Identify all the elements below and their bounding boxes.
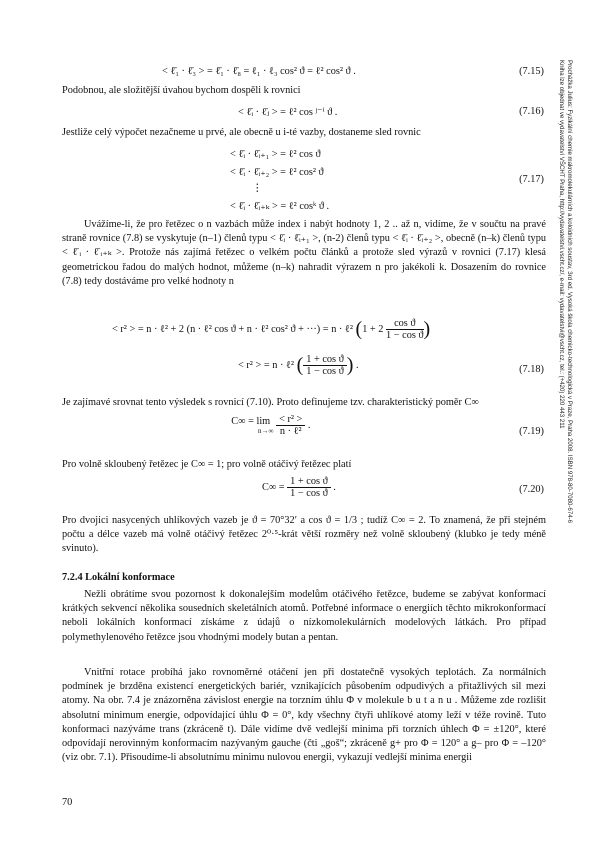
numerator: cos ϑ	[386, 318, 424, 330]
paragraph: Podobnou, ale složitější úvahou bychom dospěli k rovnici	[62, 85, 301, 96]
equation-text: < r² > = n · ℓ²	[238, 359, 294, 371]
equation-text: C∞ =	[262, 481, 285, 493]
equation-number: (7.18)	[519, 364, 544, 375]
paragraph: Je zajímavé srovnat tento výsledek s rovnicí (7.10). Proto definujeme tzv. charakteristický poměr C∞	[62, 397, 479, 408]
equation-7-15: < ℓ̄₁ · ℓ̄₃ > = ℓ̄₁ · ℓ̄₈ = ℓ₁ · ℓ₃ cos² ϑ = ℓ² cos² ϑ .	[162, 66, 356, 77]
equation-text: < r² > = n · ℓ² + 2 (n · ℓ² cos ϑ + n · ℓ² cos² ϑ + ···) = n · ℓ²	[112, 323, 353, 335]
paragraph: Pro dvojici nasycených uhlíkových vazeb je ϑ = 70°32′ a cos ϑ = 1/3 ; tudíž C∞ = 2. To znamená, že při stejném počtu a délce vazeb má volně otáčivý řetězec 2⁰·⁵-krát větší rozměry než volně skloubený (klubko je tedy méně svinuto).	[62, 515, 546, 555]
fraction	[287, 476, 331, 499]
equation-7-20: C∞ = $\frac{\text{1 + cos ϑ}}{\text{1 − cos ϑ}}$ .	[262, 476, 336, 499]
paren-open: (	[296, 354, 304, 376]
equation-7-16: < ℓ̄ᵢ · ℓ̄ⱼ > = ℓ² cos ʲ⁻ⁱ ϑ .	[238, 107, 338, 118]
side-citation	[556, 60, 573, 780]
denominator: 1 − cos ϑ	[306, 366, 344, 377]
page-number: 70	[62, 797, 73, 808]
numerator: < r² >	[276, 414, 305, 426]
equation-7-17-line: < ℓ̄ᵢ · ℓ̄ᵢ₊₁ > = ℓ² cos ϑ	[230, 149, 321, 160]
paragraph: Pro volně skloubený řetězec je C∞ = 1; pro volně otáčivý řetězec platí	[62, 459, 352, 470]
paren-close: )	[423, 318, 431, 340]
equation-number: (7.20)	[519, 484, 544, 495]
fraction	[386, 318, 424, 341]
equation-7-17-line: < ℓ̄ᵢ · ℓ̄ᵢ₊₂ > = ℓ² cos² ϑ	[230, 167, 324, 178]
citation-line: Kniha lze objednat ve vydavatelství VŠCHT Praha, http://vydavatelstvi.vscht.cz/, e-mail: vydavatelstvi@vscht.cz, tel.: (+420) 220 443 211	[557, 60, 565, 429]
numerator: 1 + cos ϑ	[287, 476, 331, 488]
paragraph: Vnitřní rotace probíhá jako rovnoměrné otáčení jen při dostatečně vysokých teplotách. Za normálních podmínek je brzděna existencí energetických bariér, vznikajících působením odpudivých a přitažlivých sil mezi atomy. Na obr. 7.4 je znázorněna závislost energie na torzním úhlu Φ v molekule b u t a n u . Můžeme zde rozlišit absolutní minimum energie, odpovídající úhlu Φ = 0°, kdy všechny čtyři uhlíkové atomy leží v téže rovině. Tuto konformaci nazýváme trans (zkráceně t). Dále vidíme dvě vedlejší minima při torzních úhlech Φ = ±120°, které odpovídají nerovinným konformacím nazývaným gauche (čti „goš“; zkráceně g+ pro Φ = 120° a g– pro Φ = –120° (viz obr. 7.1). Přisoudíme-li absolutnímu minimu nulovou energii, vykazují vedlejší minima energii	[62, 667, 546, 764]
paragraph: Uvážíme-li, že pro řetězec o n vazbách může index i nabýt hodnoty 1, 2 .. až n, vidíme, že v součtu na pravé straně rovnice (7.8) se vyskytuje (n–1) členů typu < ℓ̄ᵢ · ℓ̄ᵢ₊₁ >, (n-2) členů typu < ℓ̄ᵢ · ℓ̄ᵢ₊₂ >, obecně (n–k) členů typu < ℓ̄ᵢ · ℓ̄ᵢ₊ₖ >. Protože nás zajímá řetězec o velkém počtu článků a protože sled výrazů v rovnici (7.17) klesá geometrickou řadou do malých hodnot, můžeme (n–k) nahradit výrazem n pro jakékoli k. Dosazením do rovnice (7.8) tedy dostáváme pro velké hodnoty n	[62, 219, 546, 287]
section-heading: 7.2.4 Lokální konformace	[62, 572, 175, 583]
equation-text: 1 + 2	[362, 323, 384, 335]
equation-7-19: C∞ = lim n→∞ $\frac{\text{< r² >}}{\text{n · ℓ²}}$ .	[228, 414, 311, 437]
equation-7-17-line: < ℓ̄ᵢ · ℓ̄ᵢ₊ₖ > = ℓ² cosᵏ ϑ .	[230, 201, 330, 212]
equation-7-17-line: ⋮	[252, 183, 263, 194]
equation-7-18-line1	[112, 318, 430, 341]
equation-7-18-line2: < r² > = n · ℓ² ( $\frac{\text{1 + cos ϑ}}{\text{1 − cos ϑ}}$ ) .	[238, 354, 359, 377]
numerator: 1 + cos ϑ	[303, 354, 347, 366]
denominator: 1 − cos ϑ	[290, 488, 328, 499]
equation-number: (7.16)	[519, 106, 544, 117]
paren-close: )	[346, 354, 354, 376]
equation-number: (7.17)	[519, 174, 544, 185]
equation-text: C∞ = lim	[231, 416, 271, 427]
limit-subscript: n→∞	[258, 427, 274, 435]
paragraph: Nežli obrátíme svou pozornost k dokonalejším modelům otáčivého řetězce, budeme se zabývat konformací krátkých sekvencí několika sousedních skeletálních atomů. Potřebné informace o energiích těchto mikrokonformací neboli lokálních konformací získáme z údajů o nízkomolekulárních modelových látkách. Pro případ polymethylenového řetězce jsou vhodnými modely butan a pentan.	[62, 589, 546, 643]
denominator: 1 − cos ϑ	[386, 330, 424, 341]
citation-line: Prochážka Julius: Fyzikální chemie makromolekulárních a koloidních soustav, 3rd ed. Vysoká škola chemicko-technologická v Praze, Praha 2008. ISBN 978-80-7080-674-6	[566, 60, 573, 524]
fraction	[303, 354, 347, 377]
equation-number: (7.15)	[519, 66, 544, 77]
paren-open: (	[355, 318, 363, 340]
fraction	[276, 414, 305, 437]
limit	[228, 416, 274, 435]
paragraph: Jestliže celý výpočet nezačneme u prvé, ale obecně u i-té vazby, dostaneme sled rovnic	[62, 127, 421, 138]
denominator: n · ℓ²	[279, 426, 302, 437]
equation-number: (7.19)	[519, 426, 544, 437]
